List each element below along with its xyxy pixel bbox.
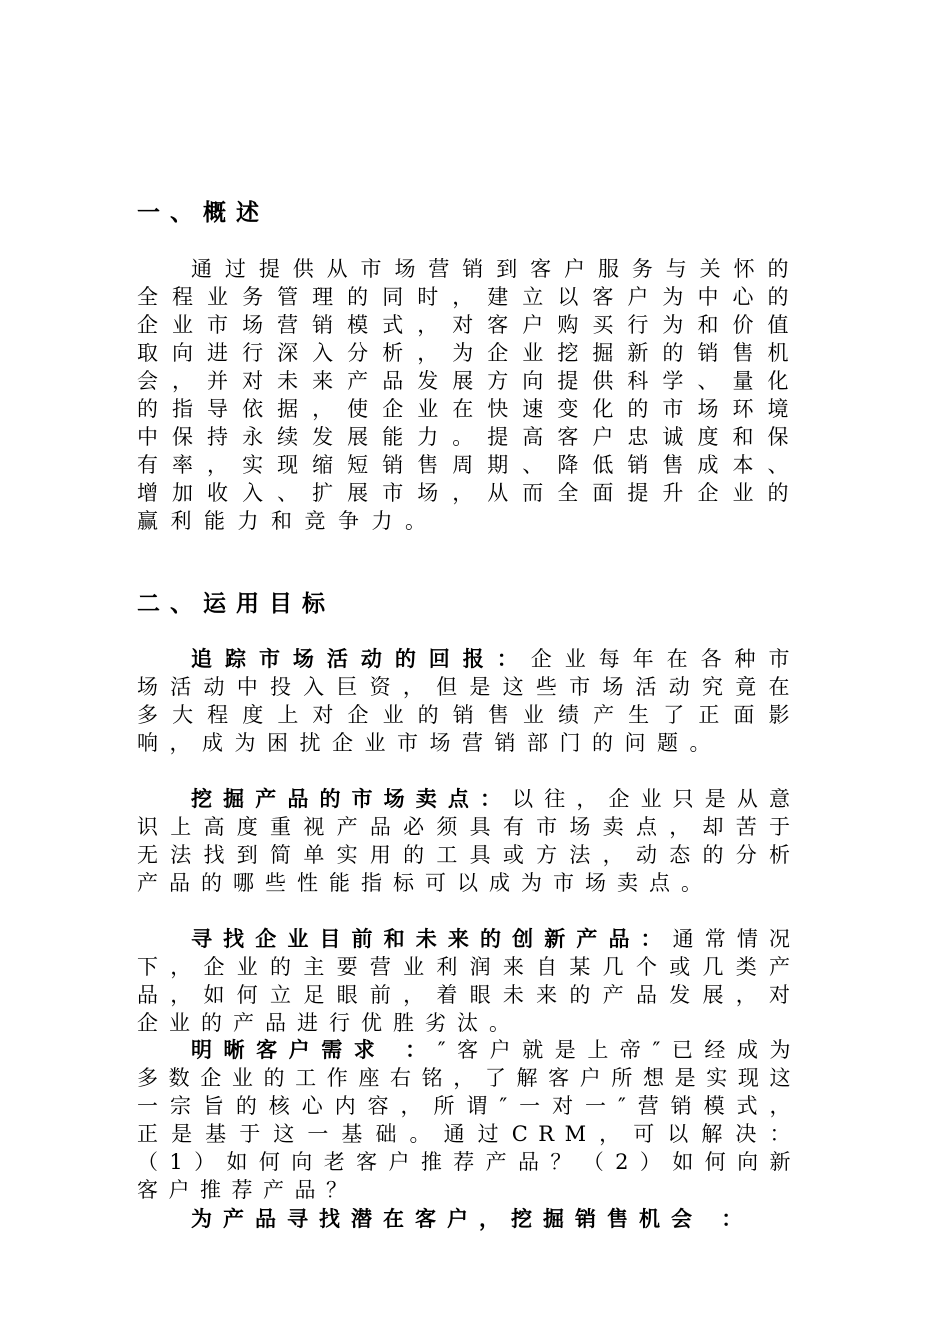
goal-item-potential-customers [137,1205,801,1233]
goal-item-text: 通常情况下，企业的主要营业利润来自某几个或几类产品，如何立足眼前，着眼未来的产品发展，对企业的产品进行优胜劣汰。 [137,927,802,1035]
section-heading-overview: 一、概述 [137,200,269,226]
goal-item-text: ″客户就是上帝″已经成为多数企业的工作座右铭，了解客户所想是实现这一宗旨的核心内容，所谓″一对一″营销模式，正是基于这一基础。通过CRM，可以解决：（1）如何向老客户推荐产品？（2）如何向新客户推荐产品？ [137,1038,801,1202]
overview-paragraph: 通过提供从市场营销到客户服务与关怀的全程业务管理的同时，建立以客户为中心的企业市场营销模式，对客户购买行为和价值取向进行深入分析，为企业挖掘新的销售机会，并对未来产品发展方向提供科学、量化的指导依据，使企业在快速变化的市场环境中保持永续发展能力。提高客户忠诚度和保有率，实现缩短销售周期、降低销售成本、增加收入、扩展市场，从而全面提升企业的赢利能力和竞争力。 [137,257,801,533]
section-heading-goals: 二、运用目标 [137,591,335,617]
goal-item-lead: 追踪市场活动的回报： [191,647,531,671]
goal-item-selling-points [137,785,801,897]
goal-item-customer-needs [137,1036,801,1204]
goal-item-lead: 明晰客户需求 ： [191,1038,438,1062]
goal-item-text: 以往，企业只是从意识上高度重视产品必须具有市场卖点，却苦于无法找到简单实用的工具或方法，动态的分析产品的哪些性能指标可以成为市场卖点。 [137,787,802,895]
goal-item-lead: 为产品寻找潜在客户，挖掘销售机会 ： [191,1207,754,1231]
goal-item-lead: 寻找企业目前和未来的创新产品： [191,927,673,951]
goal-item-lead: 挖掘产品的市场卖点： [191,787,513,811]
goal-item-market-return [137,645,801,757]
goal-item-innovative-products [137,925,801,1037]
goal-item-text: 企业每年在各种市场活动中投入巨资，但是这些市场活动究竟在多大程度上对企业的销售业绩产生了正面影响，成为困扰企业市场营销部门的问题。 [137,647,802,755]
